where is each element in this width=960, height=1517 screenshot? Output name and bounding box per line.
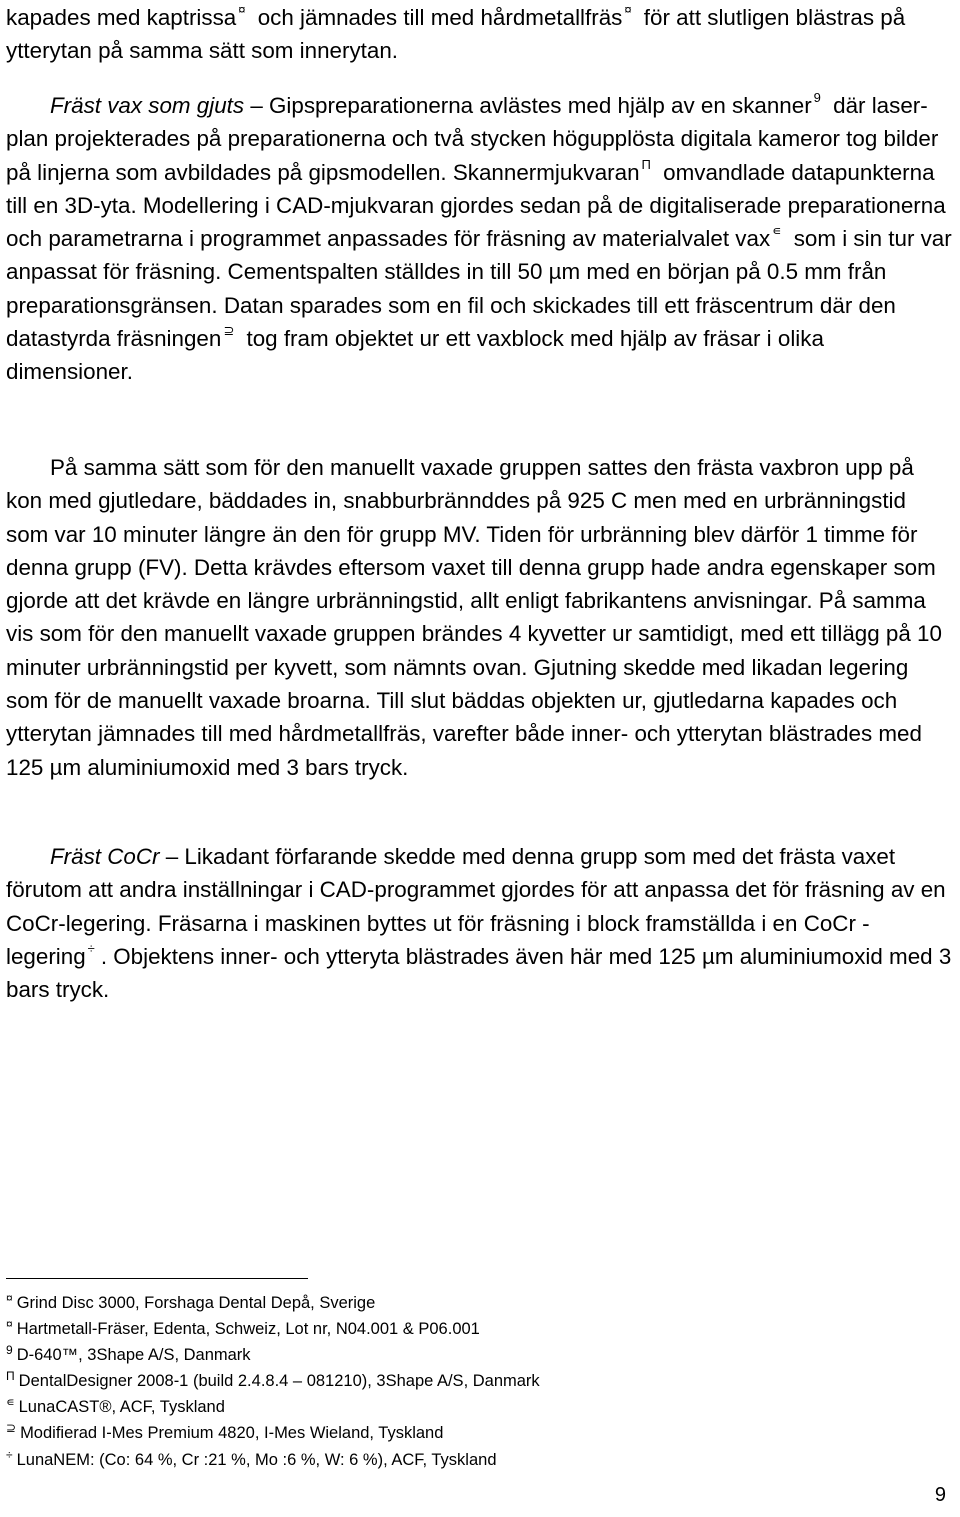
paragraph-urbranning: På samma sätt som för den manuellt vaxade gruppen sattes den frästa vaxbron upp på kon med gjutledare, bäddades in, snabburbrännddes på 925 C men med en urbränningstid som var 10 minuter längre än den för grupp MV. Tiden för urbränning blev därför 1 timme för denna grupp (FV). Detta krävdes eftersom vaxet till denna grupp hade andra egenskaper som gjorde att det krävde en längre urbränningstid, allt enligt fabrikantens anvisningar. På samma vis som för den manuellt vaxade gruppen brändes 4 kyvetter ur samtidigt, med ett tillägg på 10 minuter urbränningstid per kyvett, som nämnts ovan. Gjutning skedde med likadan legering som för de manuellt vaxade broarna. Till slut bäddas objekten ur, gjutledarna kapades och ytterytan jämnades till med hårdmetallfräs, varefter både inner- och ytterytan blästrades med 125 µm aluminiumoxid med 3 bars tryck. (6, 455, 942, 780)
paragraph-text: . Objektens inner- och ytterytа blästrades även här med 125 µm aluminiumoxid med 3 bars tryck. (6, 943, 952, 1003)
paragraph-heading: Fräst CoCr (50, 844, 160, 869)
footnote-marker: ¤ (624, 2, 632, 17)
footnote (6, 1342, 946, 1368)
footnote (6, 1394, 946, 1420)
footnote-text: Modifierad I-Mes Premium 4820, I-Mes Wieland, Tyskland (20, 1424, 444, 1443)
paragraph-text: kapades med kaptrissa (6, 5, 237, 30)
footnote (6, 1290, 946, 1316)
footnotes (6, 1290, 946, 1473)
footnote (6, 1447, 946, 1473)
paragraph-continuation (6, 1, 954, 68)
footnote-marker: ÷ (87, 940, 95, 956)
footnote-mark: ∊ (6, 1395, 15, 1410)
paragraph-frast-vax (6, 89, 954, 389)
paragraph-text: – Likadant förfarande skedde med denna grupp som med det frästa vaxet förutom att andra inställningar i CAD-programmet gjordes för att anpassa det för fräsning av en CoCr-legering. Fräsarna i maskinen byttes ut för fräsning i block framställda i en CoCr -legering (6, 844, 946, 969)
paragraph-frast-cocr (6, 840, 954, 1006)
footnote-text: LunaNEM: (Co: 64 %, Cr :21 %, Mo :6 %, W: 6 %), ACF, Tyskland (16, 1450, 497, 1469)
footnote (6, 1420, 946, 1446)
paragraph-text: för att slutligen blästras på ytterytan på samma sätt som innerytan. (6, 5, 906, 64)
paragraph-text: omvandlade datapunkterna till en 3D-yta. Modellering i CAD-mjukvaran gjordes sedan på de digitaliserade preparationerna och parametrarna i programmet anpassades för fräsning av materialvalet vax (6, 159, 946, 252)
footnote-mark: 9 (6, 1343, 13, 1358)
footnote-marker: ¤ (238, 2, 246, 17)
footnote-marker: ∊ (772, 223, 782, 239)
footnote-mark: ¤ (6, 1291, 13, 1305)
footnote-mark: ¤ (6, 1317, 13, 1332)
footnote-marker: Π (641, 156, 651, 172)
footnote-text: DentalDesigner 2008-1 (build 2.4.8.4 – 081210), 3Shape A/S, Danmark (18, 1372, 540, 1391)
footnote (6, 1368, 946, 1394)
footnote (6, 1316, 946, 1342)
footnote-text: LunaCAST®, ACF, Tyskland (18, 1398, 225, 1417)
footnote-text: Grind Disc 3000, Forshaga Dental Depå, Sverige (16, 1294, 376, 1312)
document-page (6, 0, 954, 1517)
page-number: 9 (934, 1484, 946, 1506)
footnote-divider (6, 1278, 308, 1279)
paragraph-text: och jämnades till med hårdmetallfräs (251, 5, 623, 30)
paragraph-heading: Fräst vax som gjuts (50, 93, 245, 118)
footnote-marker: ⊇ (223, 323, 235, 339)
paragraph-text: där laser-plan projekterades på preparationerna och två stycken högupplösta digitala kameror tog bilder på linjerna som avbildades på gipsmodellen. Skannermjukvaran (6, 93, 939, 185)
footnote-mark: ⊇ (6, 1421, 17, 1436)
paragraph-text: – Gipspreparationerna avlästes med hjälp av en skanner (244, 93, 812, 118)
paragraph-text: som i sin tur var anpassat för fräsning. Cementspalten ställdes in till 50 µm med en början på 0.5 mm från preparationsgränsen. Datan sparades som en fil och skickades till ett fräscentrum där den datastyrda fräsningen (6, 226, 952, 352)
footnote-text: D-640™, 3Shape A/S, Danmark (16, 1346, 251, 1365)
footnote-marker: 9 (813, 90, 821, 105)
footnote-text: Hartmetall-Fräser, Edenta, Schweiz, Lot nr, N04.001 & P06.001 (16, 1320, 480, 1339)
footnote-mark: ÷ (6, 1447, 13, 1462)
footnote-mark: Π (6, 1369, 15, 1384)
paragraph-text: tog fram objektet ur ett vaxblock med hjälp av fräsar i olika dimensioner. (6, 326, 824, 385)
